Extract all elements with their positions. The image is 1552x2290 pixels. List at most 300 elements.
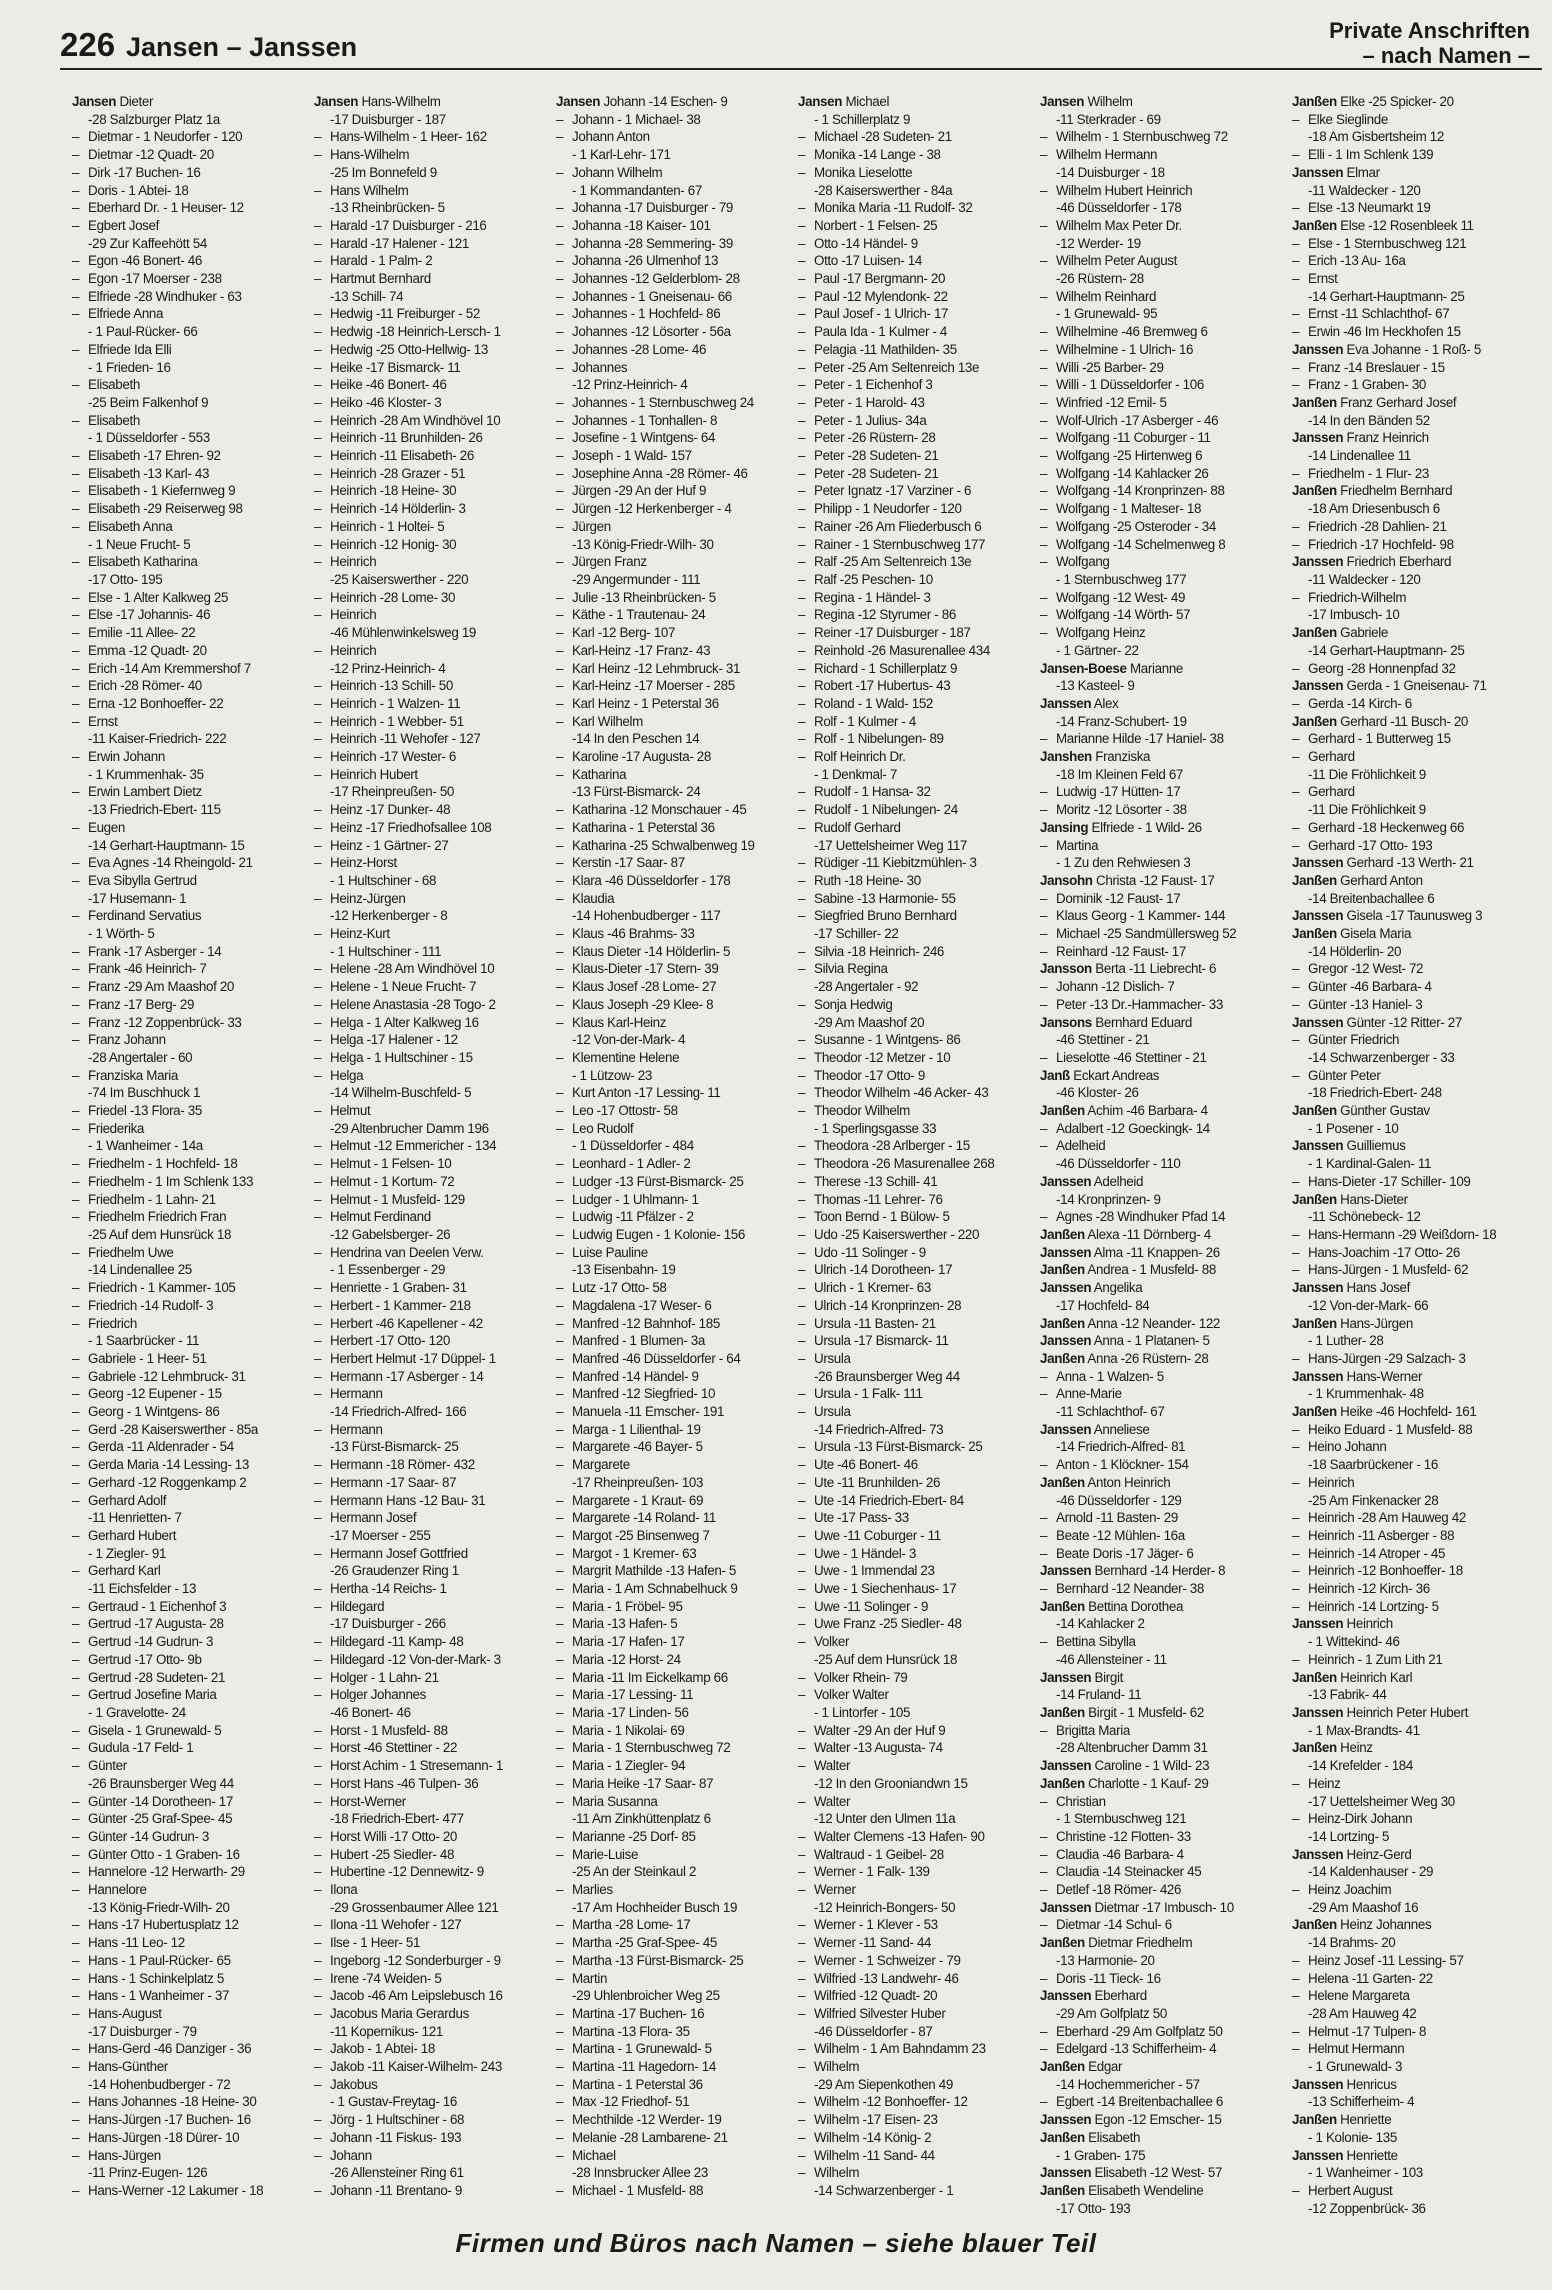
listing-entry [1040,1863,1272,1881]
entry-text: Edelgard -13 Schifferheim- 4 [1056,2041,1217,2057]
repeat-dash: – [1040,147,1048,163]
entry-text: Dietmar - 1 Neudorfer - 120 [88,129,243,145]
entry-text: Jakob - 1 Abtei- 18 [330,2041,436,2057]
repeat-dash: – [556,359,564,375]
listing-entry [798,1722,1030,1740]
entry-text: Wolfgang [1056,554,1110,570]
repeat-dash: – [798,1952,806,1968]
entry-text: Günter Otto - 1 Graben- 16 [88,1846,240,1862]
repeat-dash: – [314,1828,322,1844]
entry-text: Ferdinand Servatius [88,908,202,924]
entry-text: Rudolf Gerhard [814,819,901,835]
listing-entry [72,128,304,146]
entry-text: Lieselotte -46 Stettiner - 21 [1056,1049,1207,1065]
listing-entry [1292,819,1524,837]
entry-text: Berta -11 Liebrecht- 6 [1095,961,1217,977]
surname: Janssen [1040,1421,1092,1437]
entry-text: Heinrich -11 Brunhilden- 26 [330,430,483,446]
repeat-dash: – [314,1492,322,1508]
header-rule [60,68,1542,70]
listing-entry [314,553,546,571]
surname-entry [1292,2076,1524,2094]
surname: Janßen [1292,1103,1337,1119]
listing-entry [556,1226,788,1244]
listing-entry [556,978,788,996]
entry-text: Wilhelm [814,2059,860,2075]
repeat-dash: – [72,1014,80,1030]
listing-entry [1292,1987,1524,2005]
surname-entry [1292,1615,1524,1633]
repeat-dash: – [1292,749,1300,765]
repeat-dash: – [798,359,806,375]
listing-entry [798,854,1030,872]
address-line [1040,571,1272,589]
entry-text: Elfriede Anna [88,306,164,322]
address-line [314,624,546,642]
listing-entry [72,447,304,465]
listing-entry [556,1244,788,1262]
address-line [314,1084,546,1102]
entry-text: -26 Rüstern- 28 [1056,271,1144,287]
repeat-dash: – [1040,324,1048,340]
listing-entry [556,1456,788,1474]
entry-text: -18 Am Gisbertsheim 12 [1308,129,1444,145]
entry-text: -14 Schwarzenberger - 1 [814,2182,954,2198]
repeat-dash: – [556,1669,564,1685]
entry-text: Michael [572,2147,616,2163]
repeat-dash: – [1040,2023,1048,2039]
repeat-dash: – [798,943,806,959]
entry-text: Peter -25 Am Seltenreich 13e [814,359,980,375]
address-line [314,1403,546,1421]
repeat-dash: – [72,1103,80,1119]
listing-entry [314,801,546,819]
entry-text: Gisela - 1 Grunewald- 5 [88,1722,222,1738]
entry-text: Gerhard -13 Werth- 21 [1346,855,1474,871]
listing-entry [1040,465,1272,483]
listing-entry [798,2005,1030,2023]
address-line [556,571,788,589]
repeat-dash: – [72,961,80,977]
repeat-dash: – [798,1156,806,1172]
listing-entry [556,854,788,872]
entry-text: Heinrich Peter Hubert [1346,1704,1468,1720]
entry-text: Holger Johannes [330,1687,426,1703]
surname-entry [1040,1669,1272,1687]
listing-entry [314,1757,546,1775]
repeat-dash: – [798,1244,806,1260]
repeat-dash: – [72,2112,80,2128]
entry-text: Elisabeth Katharina [88,554,198,570]
entry-text: Erich -14 Am Kremmershof 7 [88,660,251,676]
entry-text: Rudolf - 1 Nibelungen- 24 [814,802,958,818]
listing-entry [798,606,1030,624]
listing-entry [314,1474,546,1492]
listing-entry [72,482,304,500]
entry-text: Herbert August [1308,2182,1393,2198]
repeat-dash: – [72,341,80,357]
entry-text: - 1 Max-Brandts- 41 [1308,1722,1420,1738]
entry-text: Frank -17 Asberger - 14 [88,943,222,959]
listing-entry [314,1456,546,1474]
surname-entry [1040,2058,1272,2076]
repeat-dash: – [1292,837,1300,853]
entry-text: -14 Brahms- 20 [1308,1935,1396,1951]
repeat-dash: – [798,1722,806,1738]
entry-text: Hubert -25 Siedler- 48 [330,1846,455,1862]
address-line [72,536,304,554]
entry-text: Wilhelm - 1 Sternbuschweg 72 [1056,129,1228,145]
listing-entry [1040,1545,1272,1563]
listing-entry [798,2147,1030,2165]
entry-text: Gerda Maria -14 Lessing- 13 [88,1457,249,1473]
entry-text: Philipp - 1 Neudorfer - 120 [814,501,962,517]
listing-entry [798,1863,1030,1881]
entry-text: Marianne -25 Dorf- 85 [572,1828,696,1844]
page-number: 226 [60,26,116,63]
address-line [1292,500,1524,518]
entry-text: -46 Kloster- 26 [1056,1085,1139,1101]
listing-entry [556,624,788,642]
surname-entry [1292,1279,1524,1297]
entry-text: -11 Am Zinkhüttenplatz 6 [572,1811,711,1827]
listing-entry [72,217,304,235]
entry-text: Gerda -14 Kirch- 6 [1308,695,1412,711]
repeat-dash: – [1040,1510,1048,1526]
repeat-dash: – [314,1386,322,1402]
repeat-dash: – [1040,430,1048,446]
entry-text: Elmar [1346,164,1380,180]
surname: Janßen [1040,2129,1085,2145]
entry-text: Hermann Hans -12 Bau- 31 [330,1492,486,1508]
entry-text: Paul -12 Mylendonk- 22 [814,288,948,304]
address-line [1040,677,1272,695]
listing-entry [314,1102,546,1120]
listing-entry [798,677,1030,695]
listing-entry [798,1261,1030,1279]
listing-entry [314,925,546,943]
repeat-dash: – [1292,1882,1300,1898]
address-line [798,978,1030,996]
entry-text: Friedrich - 1 Kammer- 105 [88,1280,236,1296]
surname: Janssen [1292,1138,1344,1154]
repeat-dash: – [798,1793,806,1809]
repeat-dash: – [556,625,564,641]
address-line [1292,1492,1524,1510]
listing-entry [1040,182,1272,200]
repeat-dash: – [72,2059,80,2075]
entry-text: Werner [814,1882,856,1898]
surname-entry [1040,1474,1272,1492]
entry-text: Elisabeth -29 Reiserweg 98 [88,501,243,517]
entry-text: Dominik -12 Faust- 17 [1056,890,1181,906]
entry-text: Hans-Gerd -46 Danziger - 36 [88,2041,252,2057]
surname: Janßen [1040,1262,1085,1278]
address-line [556,783,788,801]
listing-entry [314,2076,546,2094]
repeat-dash: – [1292,253,1300,269]
surname: Janssen [1040,1988,1092,2004]
repeat-dash: – [798,306,806,322]
address-line [314,660,546,678]
repeat-dash: – [314,890,322,906]
entry-text: - 1 Wanheimer - 103 [1308,2165,1423,2181]
address-line [1040,1031,1272,1049]
entry-text: Wolfgang -11 Coburger - 11 [1056,430,1211,446]
entry-text: -14 Kaldenhauser - 29 [1308,1864,1434,1880]
repeat-dash: – [1040,253,1048,269]
address-line [556,376,788,394]
repeat-dash: – [798,1262,806,1278]
repeat-dash: – [798,536,806,552]
listing-entry [72,642,304,660]
listing-entry [798,359,1030,377]
surname: Janßen [1292,2112,1337,2128]
entry-text: -17 Am Hochheider Busch 19 [572,1899,738,1915]
listing-entry [798,1385,1030,1403]
entry-text: Gertrud -28 Sudeten- 21 [88,1669,226,1685]
listing-entry [1040,1527,1272,1545]
entry-text: Karl-Heinz -17 Moerser - 285 [572,678,735,694]
repeat-dash: – [1040,518,1048,534]
listing-entry [1040,2023,1272,2041]
entry-text: Dietmar Friedhelm [1088,1935,1193,1951]
entry-text: Friedhelm - 1 Im Schlenk 133 [88,1173,254,1189]
repeat-dash: – [1040,1722,1048,1738]
repeat-dash: – [798,430,806,446]
entry-text: Horst Hans -46 Tulpen- 36 [330,1775,479,1791]
repeat-dash: – [1292,1811,1300,1827]
listing-entry [1040,128,1272,146]
listing-entry [1040,252,1272,270]
entry-text: Wolfgang -14 Wörth- 57 [1056,607,1191,623]
repeat-dash: – [314,979,322,995]
listing-entry [1292,1474,1524,1492]
repeat-dash: – [798,1669,806,1685]
address-line [72,890,304,908]
surname: Janßen [1292,1669,1337,1685]
entry-text: Hans-Wilhelm - 1 Heer- 162 [330,129,487,145]
listing-entry [798,1987,1030,2005]
entry-text: Otto -14 Händel- 9 [814,235,918,251]
repeat-dash: – [798,589,806,605]
listing-entry [556,819,788,837]
repeat-dash: – [314,1368,322,1384]
entry-text: Hans-Werner -12 Lakumer - 18 [88,2182,264,2198]
repeat-dash: – [72,1421,80,1437]
address-line [1292,1049,1524,1067]
listing-entry [798,270,1030,288]
entry-text: Heinz-Horst [330,855,397,871]
listing-entry [798,164,1030,182]
repeat-dash: – [798,501,806,517]
entry-text: Heike -17 Bismarck- 11 [330,359,461,375]
listing-entry [72,1208,304,1226]
entry-text: Brigitta Maria [1056,1722,1130,1738]
listing-entry [314,182,546,200]
repeat-dash: – [556,394,564,410]
address-line [72,2023,304,2041]
listing-entry [556,305,788,323]
repeat-dash: – [556,1156,564,1172]
entry-text: Silvia Regina [814,961,888,977]
listing-entry [1040,1509,1272,1527]
listing-entry [556,1580,788,1598]
repeat-dash: – [72,1952,80,1968]
entry-text: Hans-Dieter [1340,1191,1408,1207]
entry-text: Theodor Wilhelm -46 Acker- 43 [814,1085,989,1101]
entry-text: - 1 Gärtner- 22 [1056,642,1139,658]
address-line [72,235,304,253]
repeat-dash: – [798,2147,806,2163]
entry-text: Martha -28 Lome- 17 [572,1917,691,1933]
listing-entry [556,1669,788,1687]
surname-entry [1292,482,1524,500]
listing-entry [798,1279,1030,1297]
repeat-dash: – [314,1032,322,1048]
address-line [1040,2147,1272,2165]
listing-entry [72,288,304,306]
repeat-dash: – [314,430,322,446]
entry-text: Karl Wilhelm [572,713,643,729]
address-line [556,907,788,925]
entry-text: Johannes - 1 Tonhallen- 8 [572,412,718,428]
repeat-dash: – [314,1510,322,1526]
repeat-dash: – [72,855,80,871]
entry-text: -17 Hochfeld- 84 [1056,1297,1150,1313]
listing-entry [798,1191,1030,1209]
listing-entry [1292,323,1524,341]
repeat-dash: – [556,1545,564,1561]
listing-entry [1040,217,1272,235]
listing-entry [1292,270,1524,288]
entry-text: Rüdiger -11 Kiebitzmühlen- 3 [814,855,977,871]
repeat-dash: – [556,1775,564,1791]
entry-text: -12 Prinz-Heinrich- 4 [572,377,688,393]
repeat-dash: – [556,713,564,729]
listing-entry [314,1633,546,1651]
entry-text: Max -12 Friedhof- 51 [572,2094,690,2110]
entry-text: Martha -13 Fürst-Bismarck- 25 [572,1952,744,1968]
repeat-dash: – [1292,961,1300,977]
listing-entry [798,695,1030,713]
address-line [72,323,304,341]
listing-entry [1292,1598,1524,1616]
repeat-dash: – [556,111,564,127]
repeat-dash: – [556,2023,564,2039]
listing-entry [1292,996,1524,1014]
listing-entry [798,624,1030,642]
entry-text: Elisabeth - 1 Kiefernweg 9 [88,483,236,499]
entry-text: -28 Altenbrucher Damm 31 [1056,1740,1208,1756]
listing-entry [314,1049,546,1067]
listing-entry [72,996,304,1014]
address-line [72,1775,304,1793]
repeat-dash: – [556,678,564,694]
entry-text: Hedwig -11 Freiburger - 52 [330,306,480,322]
entry-text: - 1 Karl-Lehr- 171 [572,147,671,163]
repeat-dash: – [1040,996,1048,1012]
entry-text: Karl Heinz - 1 Peterstal 36 [572,695,719,711]
repeat-dash: – [72,589,80,605]
listing-entry [798,1315,1030,1333]
repeat-dash: – [72,1191,80,1207]
repeat-dash: – [314,253,322,269]
repeat-dash: – [1040,377,1048,393]
entry-text: Hedwig -18 Heinrich-Lersch- 1 [330,324,501,340]
address-line [314,1704,546,1722]
repeat-dash: – [556,306,564,322]
surname-entry [1292,1191,1524,1209]
address-line [314,571,546,589]
surname: Janßen [1040,1315,1085,1331]
address-line [1040,1952,1272,1970]
entry-text: Elfriede - 1 Wild- 26 [1091,819,1202,835]
entry-text: Georg -12 Eupener - 15 [88,1386,222,1402]
entry-text: Friedrich -14 Rudolf- 3 [88,1297,214,1313]
repeat-dash: – [72,182,80,198]
repeat-dash: – [1040,802,1048,818]
entry-text: Wolfgang -14 Kahlacker 26 [1056,465,1209,481]
address-line [1292,606,1524,624]
entry-text: Günter -14 Dorotheen- 17 [88,1793,233,1809]
entry-text: Maria -17 Hafen- 17 [572,1634,685,1650]
repeat-dash: – [1040,943,1048,959]
entry-text: -14 Gerhart-Hauptmann- 25 [1308,642,1465,658]
entry-text: Moritz -12 Lösorter - 38 [1056,802,1187,818]
entry-text: Erwin -46 Im Heckhofen 15 [1308,324,1461,340]
entry-text: -12 In den Grooniandwn 15 [814,1775,968,1791]
repeat-dash: – [1292,1651,1300,1667]
entry-text: -14 Hochemmericher - 57 [1056,2076,1200,2092]
listing-entry [72,695,304,713]
repeat-dash: – [72,1687,80,1703]
surname: Janssen [1292,164,1344,180]
entry-text: Klaus Josef -28 Lome- 27 [572,979,717,995]
entry-text: Anne-Marie [1056,1386,1122,1402]
repeat-dash: – [556,961,564,977]
entry-text: -11 Henrietten- 7 [88,1510,182,1526]
entry-text: -29 Am Golfplatz 50 [1056,2005,1167,2021]
address-line [314,1810,546,1828]
address-line [556,1810,788,1828]
entry-text: Henriette - 1 Graben- 31 [330,1280,467,1296]
repeat-dash: – [556,1970,564,1986]
address-line [798,2023,1030,2041]
entry-text: Heinz [1308,1775,1341,1791]
repeat-dash: – [798,695,806,711]
entry-text: Hans Wilhelm [330,182,409,198]
repeat-dash: – [798,1758,806,1774]
entry-text: -46 Düsseldorfer - 178 [1056,200,1182,216]
surname: Jansen [72,94,117,109]
entry-text: Ulrich - 1 Kremer- 63 [814,1280,931,1296]
listing-entry [314,2040,546,2058]
repeat-dash: – [314,1793,322,1809]
surname: Janssen [1292,1368,1344,1384]
repeat-dash: – [798,1085,806,1101]
entry-text: Melanie -28 Lambarene- 21 [572,2129,728,2145]
entry-text: Angelika [1093,1280,1143,1296]
repeat-dash: – [1292,518,1300,534]
address-line [556,1987,788,2005]
address-line [556,2164,788,2182]
repeat-dash: – [1040,2041,1048,2057]
entry-text: Margarete -46 Bayer- 5 [572,1439,703,1455]
entry-text: Ludger -13 Fürst-Bismarck- 25 [572,1173,744,1189]
entry-text: -26 Allensteiner Ring 61 [330,2165,464,2181]
repeat-dash: – [798,324,806,340]
